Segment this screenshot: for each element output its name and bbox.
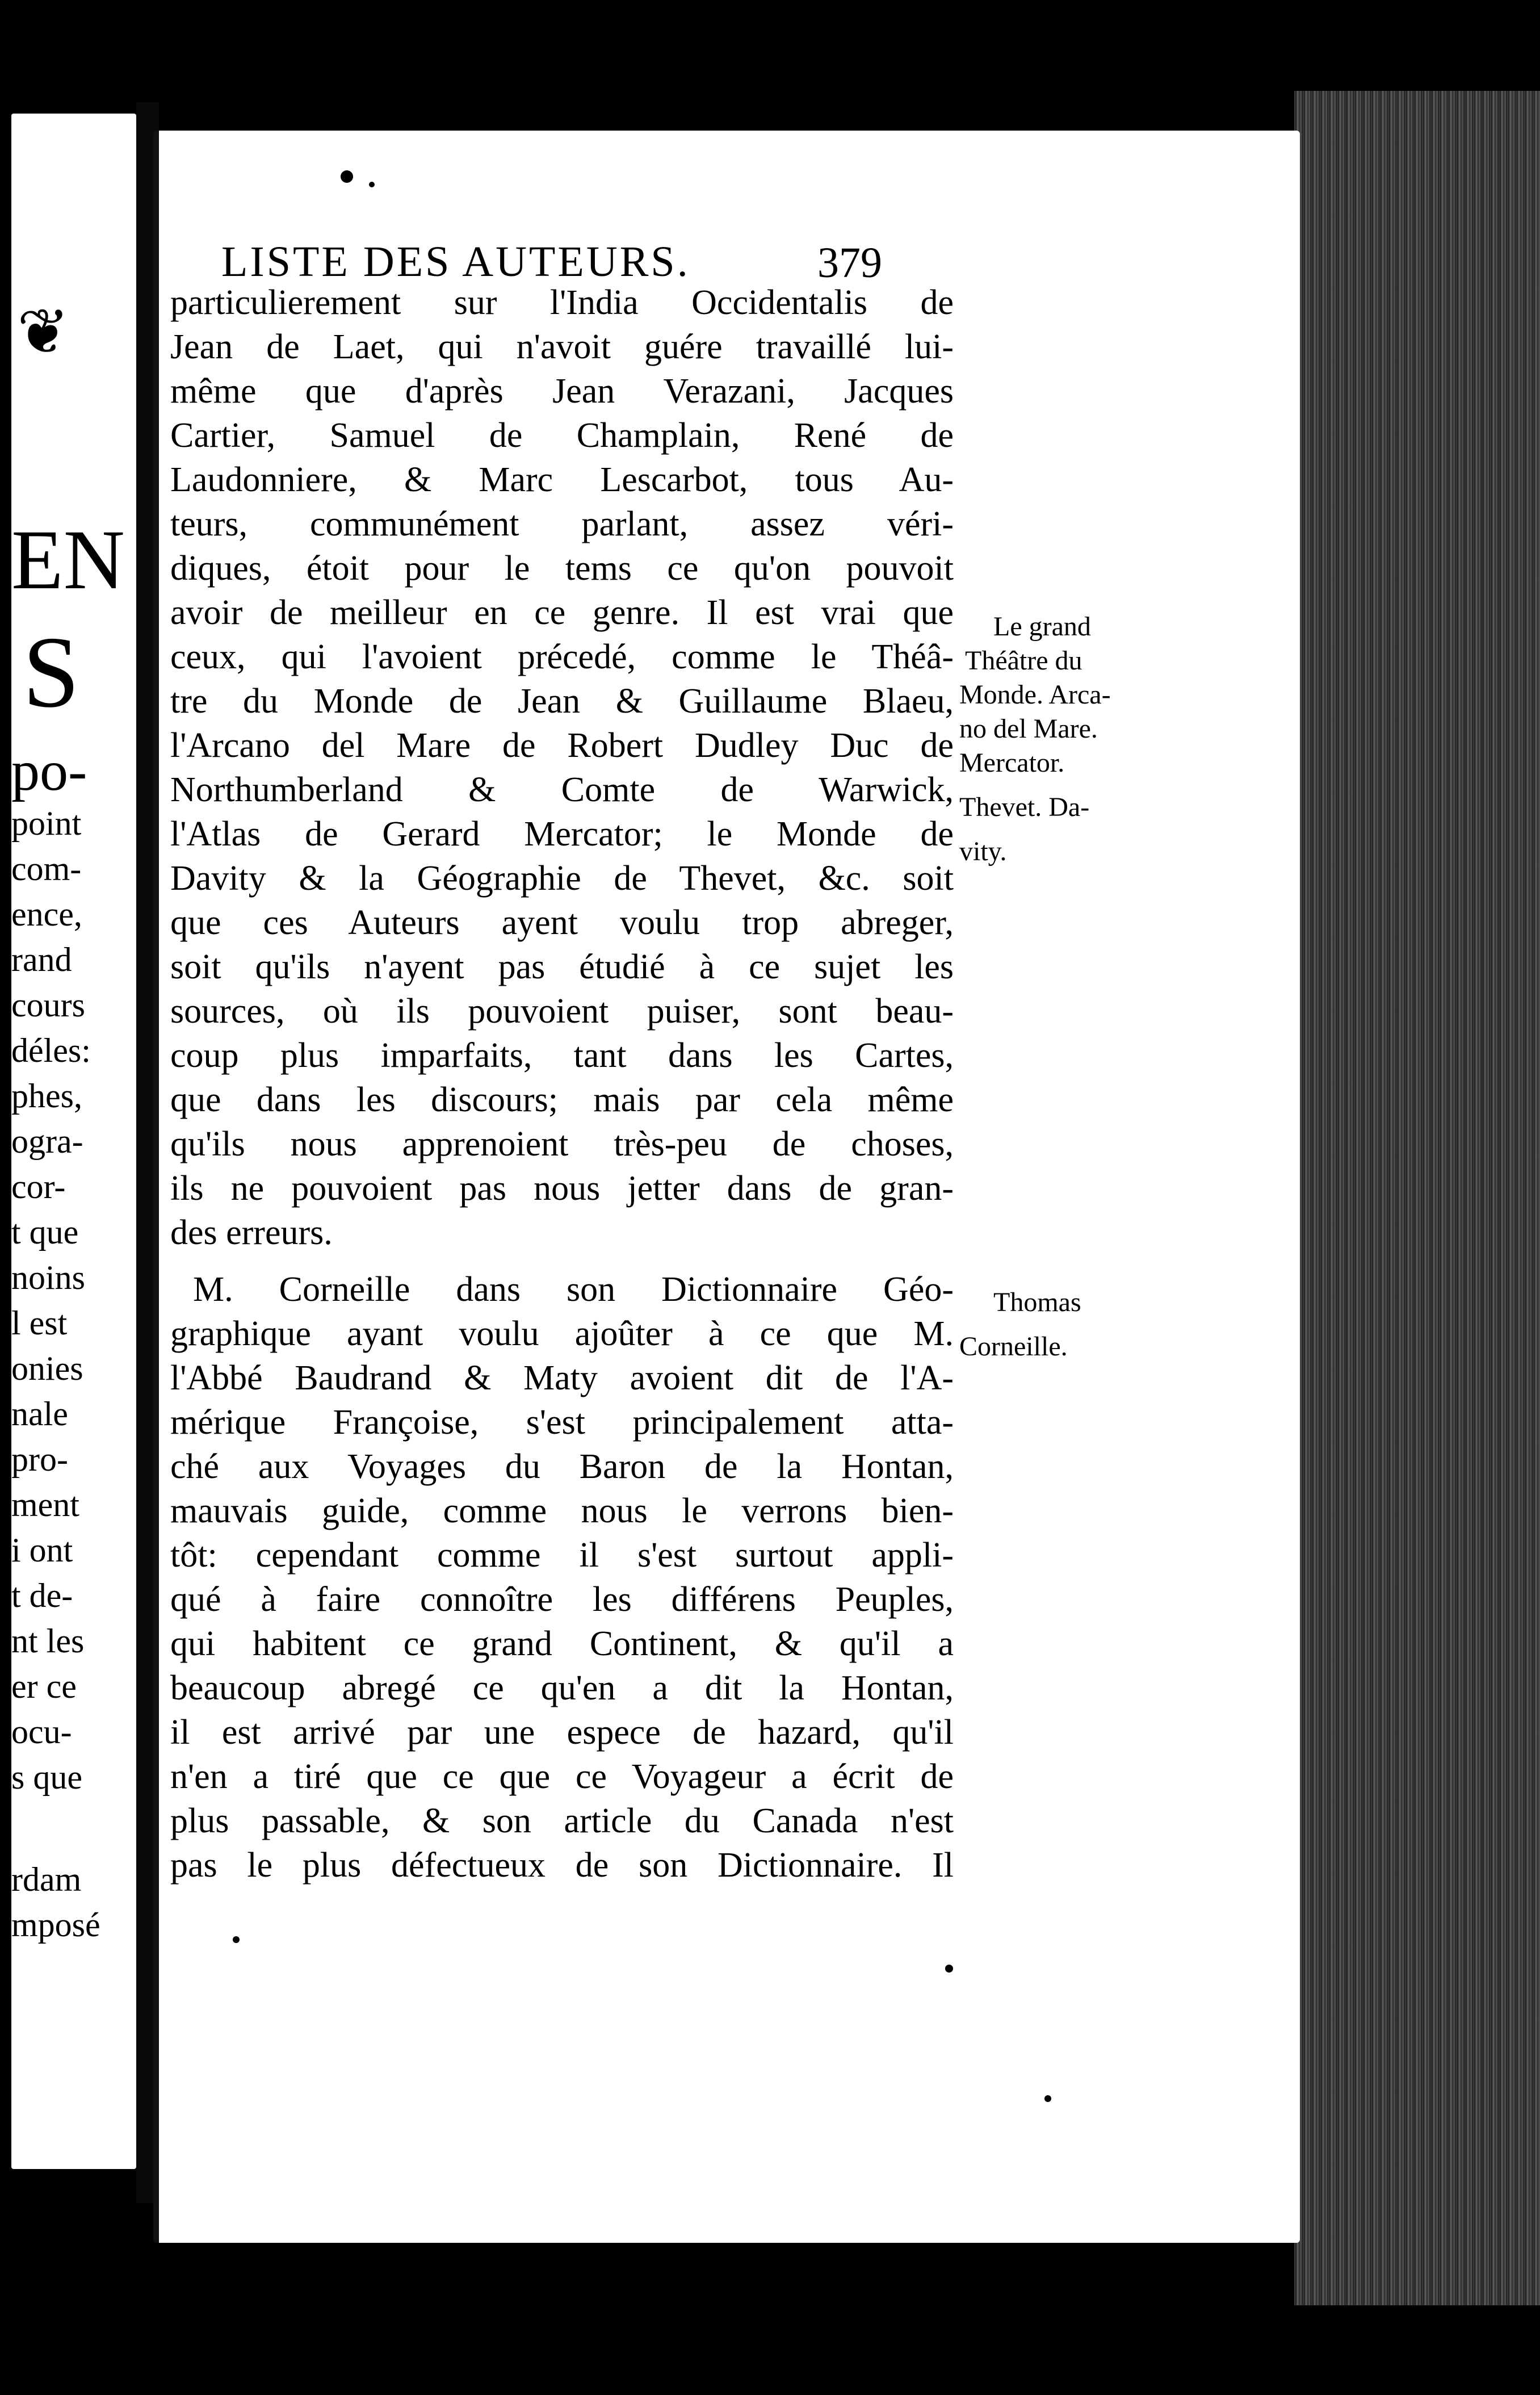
- ornament-icon: ❦: [17, 295, 70, 368]
- body-line: Laudonniere, & Marc Lescarbot, tous Au-: [170, 460, 954, 499]
- left-line: ogra-: [11, 1123, 83, 1160]
- margin-note-line: Corneille.: [959, 1332, 1068, 1362]
- page-edge-texture: [1294, 91, 1540, 2305]
- ink-speck: [369, 182, 375, 187]
- ink-speck: [233, 1936, 240, 1943]
- left-line: t que: [11, 1213, 79, 1251]
- left-line: cor-: [11, 1168, 66, 1205]
- margin-note-line: Mercator.: [959, 748, 1065, 778]
- body-line: Davity & la Géographie de Thevet, &c. soit: [170, 859, 954, 898]
- left-line: nt les: [11, 1622, 85, 1660]
- body-line: particulierement sur l'India Occidentalis de: [170, 283, 954, 322]
- left-line: s que: [11, 1758, 82, 1796]
- margin-note-line: vity.: [959, 836, 1007, 866]
- left-line: rand: [11, 941, 72, 978]
- left-line: cours: [11, 986, 85, 1024]
- margin-note-line: Théâtre du: [965, 646, 1082, 676]
- margin-note-line: Thomas: [993, 1287, 1081, 1317]
- left-line: noins: [11, 1259, 86, 1296]
- body-line: Jean de Laet, qui n'avoit guére travaillé lui-: [170, 328, 954, 366]
- left-line: pro-: [11, 1441, 68, 1478]
- left-line: rdam: [11, 1861, 82, 1898]
- body-line: tôt: cependant comme il s'est surtout appli-: [170, 1536, 954, 1575]
- body-line: l'Abbé Baudrand & Maty avoient dit de l'A-: [170, 1359, 954, 1397]
- ink-speck: [1044, 2095, 1051, 2102]
- left-line: point: [11, 805, 82, 842]
- body-line: l'Atlas de Gerard Mercator; le Monde de: [170, 815, 954, 853]
- body-line: il est arrivé par une espece de hazard, qu'il: [170, 1713, 954, 1752]
- margin-note-line: Monde. Arca-: [959, 680, 1111, 710]
- left-line: er ce: [11, 1668, 77, 1705]
- body-line: tre du Monde de Jean & Guillaume Blaeu,: [170, 682, 954, 721]
- body-line: qui habitent ce grand Continent, & qu'il a: [170, 1624, 954, 1663]
- body-line: graphique ayant voulu ajoûter à ce que M.: [170, 1314, 954, 1353]
- left-line: com-: [11, 850, 82, 887]
- body-line: Cartier, Samuel de Champlain, René de: [170, 416, 954, 455]
- body-line: que dans les discours; mais par cela même: [170, 1081, 954, 1119]
- left-page-fragment: [11, 114, 136, 2169]
- left-line: ocu-: [11, 1713, 72, 1751]
- body-line: que ces Auteurs ayent voulu trop abreger,: [170, 903, 954, 942]
- left-line: mposé: [11, 1906, 100, 1944]
- body-line: mérique Françoise, s'est principalement atta-: [170, 1403, 954, 1442]
- left-cap-2: S: [23, 616, 80, 728]
- running-head: LISTE DES AUTEURS.: [221, 238, 690, 286]
- body-line: diques, étoit pour le tems ce qu'on pouvoit: [170, 549, 954, 588]
- body-line: ché aux Voyages du Baron de la Hontan,: [170, 1447, 954, 1486]
- left-line: nale: [11, 1395, 68, 1433]
- left-line: onies: [11, 1350, 83, 1387]
- body-line: soit qu'ils n'ayent pas étudié à ce sujet les: [170, 948, 954, 986]
- margin-note-line: Thevet. Da-: [959, 792, 1090, 822]
- body-line: teurs, communément parlant, assez véri-: [170, 505, 954, 543]
- body-line: même que d'après Jean Verazani, Jacques: [170, 372, 954, 411]
- left-line: déles:: [11, 1032, 91, 1069]
- body-line: plus passable, & son article du Canada n'est: [170, 1802, 954, 1840]
- left-line: t de-: [11, 1577, 73, 1614]
- body-line: avoir de meilleur en ce genre. Il est vrai que: [170, 593, 954, 632]
- body-line: des erreurs.: [170, 1213, 333, 1252]
- left-line: phes,: [11, 1077, 82, 1115]
- body-line: pas le plus défectueux de son Dictionnaire. Il: [170, 1846, 954, 1885]
- body-line: n'en a tiré que ce que ce Voyageur a écrit de: [170, 1757, 954, 1796]
- body-line: ils ne pouvoient pas nous jetter dans de gran-: [170, 1169, 954, 1208]
- body-line: beaucoup abregé ce qu'en a dit la Hontan,: [170, 1669, 954, 1707]
- body-line: mauvais guide, comme nous le verrons bien-: [170, 1492, 954, 1530]
- page-number: 379: [817, 239, 882, 287]
- body-line: qué à faire connoître les différens Peuples,: [170, 1580, 954, 1619]
- margin-note-line: Le grand: [993, 612, 1091, 642]
- ink-speck: [945, 1965, 953, 1973]
- left-cap-1: EN: [11, 513, 125, 607]
- body-line: ceux, qui l'avoient précedé, comme le Théâ-: [170, 638, 954, 676]
- body-line: l'Arcano del Mare de Robert Dudley Duc de: [170, 726, 954, 765]
- body-line: sources, où ils pouvoient puiser, sont beau-: [170, 992, 954, 1031]
- left-cap-3: po-: [11, 739, 87, 802]
- left-line: ence,: [11, 895, 82, 933]
- left-line: i ont: [11, 1531, 73, 1569]
- left-line: l est: [11, 1304, 68, 1342]
- ink-speck: [341, 170, 353, 183]
- left-line: ment: [11, 1486, 79, 1523]
- body-line: M. Corneille dans son Dictionnaire Géo-: [193, 1270, 954, 1309]
- body-line: Northumberland & Comte de Warwick,: [170, 771, 954, 809]
- body-line: coup plus imparfaits, tant dans les Cartes,: [170, 1036, 954, 1075]
- body-line: qu'ils nous apprenoient très-peu de choses,: [170, 1125, 954, 1163]
- margin-note-line: no del Mare.: [959, 714, 1098, 744]
